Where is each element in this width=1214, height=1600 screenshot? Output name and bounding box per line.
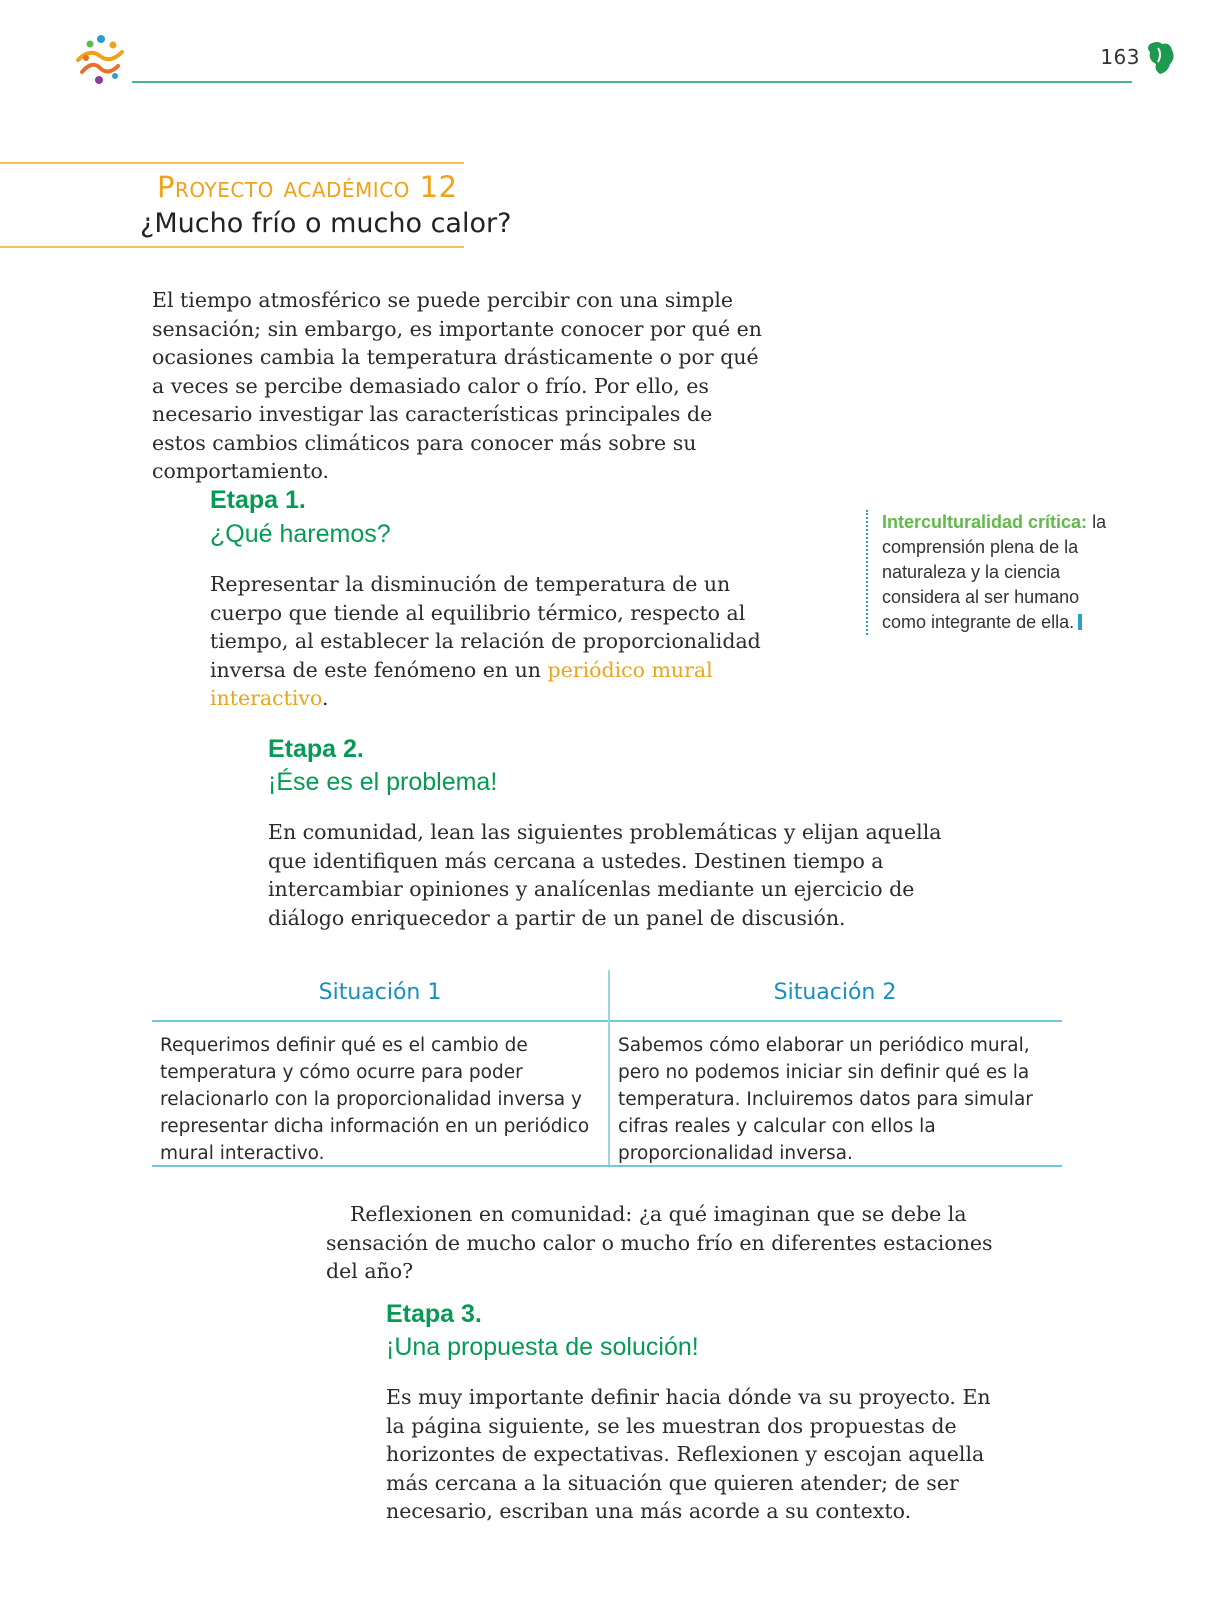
stage1-title: Etapa 1. xyxy=(210,486,306,514)
glossary-link[interactable]: periódico mural interactivo xyxy=(210,657,713,710)
stage1-text: Representar la disminución de temperatura de un cuerpo que tiende al equilibrio térmico, respecto al tiempo, al establecer la relación de proporcionalidad inversa de este fenómeno en un xyxy=(210,572,761,682)
stage3-title: Etapa 3. xyxy=(386,1300,482,1328)
reflection-paragraph: Reflexionen en comunidad: ¿a qué imaginan que se debe la sensación de mucho calor o mucho frío en diferentes estaciones del año? xyxy=(326,1202,993,1283)
situations-table xyxy=(152,970,1062,1170)
stage2-subtitle: ¡Ése es el problema! xyxy=(268,768,498,796)
stage1-subtitle: ¿Qué haremos? xyxy=(210,520,391,548)
sidebar-term: Interculturalidad crítica: xyxy=(882,512,1088,532)
table-cell-situation-1: Requerimos definir qué es el cambio de temperatura y cómo ocurre para poder relacionarlo con la proporcionalidad inversa y representar dicha información en un periódico mural interactivo. xyxy=(160,1035,590,1164)
table-cell-situation-2: Sabemos cómo elaborar un periódico mural, pero no podemos iniciar sin definir qué es la temperatura. Incluiremos datos para simular cifras reales y calcular con ellos la proporcionalidad inversa. xyxy=(618,1035,1033,1164)
logo-icon xyxy=(70,30,128,88)
table-header-rule xyxy=(152,1020,1062,1022)
intro-paragraph: El tiempo atmosférico se puede percibir con una simple sensación; sin embargo, es importante conocer por qué en ocasiones cambia la temperatura drásticamente o por qué a veces se percibe demasiado calor o frío. Por ello, es necesario investigar las características principales de estos cambios climáticos para conocer más sobre su comportamiento. xyxy=(152,288,762,483)
stage3-subtitle: ¡Una propuesta de solución! xyxy=(386,1333,699,1361)
leaf-emblem-icon xyxy=(1144,40,1176,76)
table-bottom-rule xyxy=(152,1165,1062,1167)
table-column-divider xyxy=(608,970,610,1166)
stage1-text-end: . xyxy=(322,686,329,710)
project-title: ¿Mucho frío o mucho calor? xyxy=(140,208,512,239)
stage2-paragraph: En comunidad, lean las siguientes problemáticas y elijan aquella que identifiquen más cercana a ustedes. Destinen tiempo a intercambiar opiniones y analícenlas mediante un ejercicio de diálogo enriquecedor a partir de un panel de discusión. xyxy=(268,820,942,930)
sidebar-definition: la comprensión plena de la naturaleza y la ciencia considera al ser humano como integrante de ella. xyxy=(882,512,1107,632)
project-label: Proyecto académico 12 xyxy=(157,170,458,204)
glossary-sidebar xyxy=(866,510,1112,635)
stage1-paragraph xyxy=(210,570,800,713)
header-rule xyxy=(132,81,1132,83)
page-number: 163 xyxy=(1100,45,1140,69)
table-header-situation-2: Situación 2 xyxy=(773,980,897,1005)
stage3-paragraph: Es muy importante definir hacia dónde va su proyecto. En la página siguiente, se les muestran dos propuestas de horizontes de expectativas. Reflexionen y escojan aquella más cercana a la situación que quieren atender; de ser necesario, escriban una más acorde a su contexto. xyxy=(386,1385,991,1523)
end-marker-icon xyxy=(1078,614,1082,630)
table-header-situation-1: Situación 1 xyxy=(318,980,442,1005)
stage2-title: Etapa 2. xyxy=(268,735,364,763)
